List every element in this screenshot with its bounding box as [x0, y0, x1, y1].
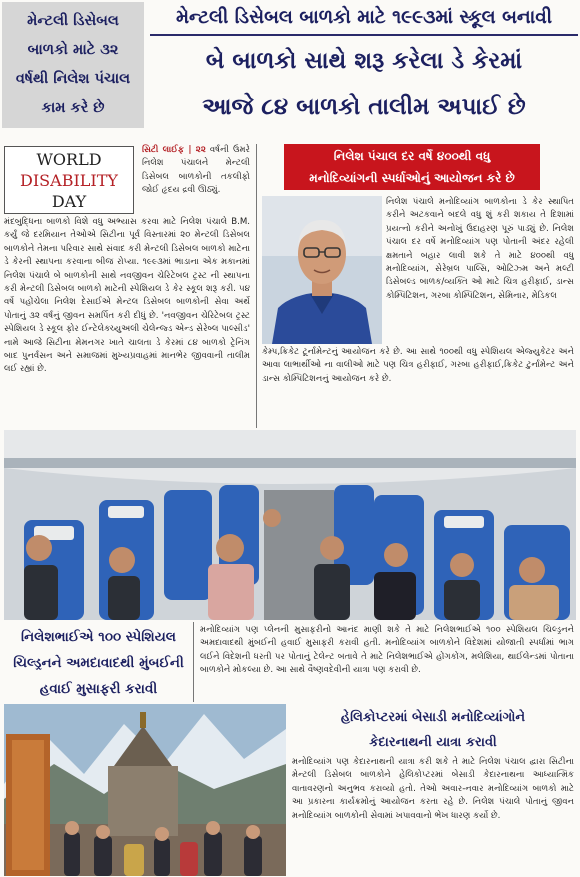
trip-subhead-line: નિલેશભાઈએ ૧૦૦ સ્પેશિયલ: [21, 629, 176, 645]
trip-subhead-line: હવાઈ મુસાફરી કરાવી: [39, 681, 158, 697]
story-left-column: મંદબુદ્ધિના બાળકો વિશે વધુ અભ્યાસ કરવા માટે નિલેશ પંચાલે B.M. કર્યું જે દરમિયાન તેઓએ સિટીના પૂર્વ વિસ્તારમાં ૨૦ મેન્ટલી ડિસેબલ બાળકોને તેમના પરિવાર સાથે સંવાદ કરી મેન્ટલી ડિસેબલ બાળકો માટેના ડે કેરની સ્થાપના કરવાના બીજ રોપ્યા. ૧૯૯૩માં ભાડાના એક મકાનમાં નિલેશ પંચાલે બે બાળકોની સાથે નવજીવન ચેરિટેબલ ટ્રસ્ટ ની સ્થાપના કરી મેન્ટલી ડિસેબલ બાળકો માટેની સ્પેશિયલ ડે કેર સ્કૂલ શરૂ કરી. ૫૪ વર્ષે પહોંચેલા નિલેશ દેસાઈએ મેન્ટલ ડિસેબલ બાળકોની સેવા અર્થે પોતાનું ૩૨ વર્ષનું જીવન સમર્પિત કરી દીધું છે. 'નવજીવન ચેરિટેબલ ટ્રસ્ટ સ્પેશિયલ ડે સ્કૂલ ફોર ઈન્ટેલેક્ચ્યુઅલી ચેલેન્જ્ડ એન્ડ સેરેબ્લ પાલ્સીડ' નામે આજે સિટીના મેમનગર ખાતે ચાલતા ડે કેરમાં ૮૪ બાળકો ટ્રેનિંગ બાદ પુનર્વસન અને સમાજમાં મુખ્યપ્રવાહમાં માનભેર જીવવાની તાલીમ લઈ રહ્યાં છે.: [4, 217, 250, 375]
wdd-line: WORLD: [36, 150, 102, 169]
kicker-line: કામ કરે છે: [41, 100, 105, 116]
red-subhead-banner: [284, 144, 540, 190]
headline-main-1: બે બાળકો સાથે શરૂ કરેલા ડે કેરમાં: [205, 48, 523, 74]
helicopter-subhead: [290, 704, 576, 756]
intro-text: વર્ષની ઉંમરે નિલેશ પંચાલને મેન્ટલી ડિસેબલ બાળકોની તકલીફો જોઈ હૃદય દ્રવી ઊઠ્યું.: [142, 145, 250, 196]
wdd-line: DAY: [51, 192, 87, 211]
column-divider: [256, 144, 257, 428]
wdd-line: DISABILITY: [20, 171, 118, 190]
airplane-cabin-photo: [4, 430, 576, 620]
banner-line: મનોદિવ્યાંગની સ્પર્ધાઓનું આયોજન કરે છે: [309, 171, 515, 185]
story-right-column-bottom: કેમ્પ,ક્રિકેટ ટૂર્નામેન્ટનું આયોજન કરે છે. આ સાથે ૧૦૦થી વધુ સ્પેશિયલ એજ્યુકેટર અને આવા લાભાર્થીઓ ના વાલીઓ માટે પણ ચિત્ર હરીફાઈ, ગરબા હરીફાઈ,ક્રિકેટ ટુર્નામેન્ટ અને ડાન્સ કોમ્પિટિશનનું આયોજન કરે છે.: [262, 347, 574, 384]
heli-subhead-line: કેદારનાથની યાત્રા કરાવી: [369, 735, 497, 750]
headline-main-2: આજે ૮૪ બાળકો તાલીમ અપાઈ છે: [202, 94, 526, 120]
headline-top: મેન્ટલી ડિસેબલ બાળકો માટે ૧૯૯૩માં સ્કૂલ બનાવી: [150, 0, 578, 36]
world-disability-day-logo: [4, 146, 134, 214]
kicker-box: [2, 2, 144, 128]
kicker-line: વર્ષથી નિલેશ પંચાલ: [15, 71, 131, 87]
kedarnath-temple-photo: [4, 704, 286, 876]
dateline: સિટી લાઈફ | ૨૨: [142, 145, 206, 155]
story-right-column-top: નિલેશ પંચાલે મનોદિવ્યાંગ બાળકોના ડે કેર સ્થાપિત કરીને અટકવાને બદલે વધુ શું કરી શકાય તે દિશામાં પ્રયત્નો કરીને અનોખું ઉદાહરણ પૂરું પાડ્યું છે. નિલેશ પંચાલ દર વર્ષે મનોદિવ્યાંગ પણ પોતાની અંદર રહેલી ક્ષમતાને બહાર લાવી શકે તે માટે ૪૦૦થી વધુ મનોદિવ્યાંગ, સેરેબ્રલ પાલ્સિ, ઓટિઝ્મ અને મલ્ટી ડિસેબલ્ડ બાળક/વ્યક્તિ ઓ માટે ચિત્ર હરીફાઈ, ડાન્સ કોમ્પિટિશન, ગરબા કોમ્પિટિશન, સેમિનાર, મેડિકલ: [386, 197, 574, 301]
heli-subhead-line: હેલિકોપ્ટરમાં બેસાડી મનોદિવ્યાંગોને: [340, 710, 526, 725]
trip-subhead-line: ચિલ્ડ્રનને અમદાવાદથી મુંબઈની: [13, 655, 184, 671]
helicopter-paragraph: મનોદિવ્યાંગ પણ કેદારનાથની યાત્રા કરી શકે તે માટે નિલેશ પંચાલ દ્વારા સિટીના મેન્ટલી ડિસેબલ બાળકોને હેલિકોપ્ટરમાં બેસાડી કેદારનાથના આધ્યાત્મિક વાતાવરણનો અનુભવ કરાવ્યો હતો. તેઓ અવાર-નવાર મનોદિવ્યાંગ બાળકો માટે આ પ્રકારના કાર્યક્રમોનું આયોજન કરતા રહે છે. નિલેશ પંચાલે પોતાનું જીવન મનોદિવ્યાંગ બાળકોની સેવામાં ખપાવવાનો ભેખ ધારણ કર્યો છે.: [292, 757, 574, 821]
kicker-line: મેન્ટલી ડિસેબલ: [27, 13, 119, 29]
kicker-line: બાળકો માટે ૩૨: [27, 42, 119, 58]
intro-paragraph: [142, 144, 250, 220]
portrait-photo: [262, 196, 382, 344]
banner-line: નિલેશ પંચાલ દર વર્ષે ૪૦૦થી વધુ: [333, 149, 491, 163]
trip-paragraph: મનોદિવ્યાંગ પણ પ્લેનની મુસાફરીનો આનંદ માણી શકે તે માટે નિલેશભાઈએ ૧૦૦ સ્પેશિયલ ચિલ્ડ્રનને અમદાવાદથી મુંબઈની હવાઈ મુસાફરી કરાવી હતી. મનોદિવ્યાંગ બાળકોને વિદેશમાં યોજાતી સ્પર્ધામાં ભાગ લઈને વિદેશની ધરતી પર પોતાનું ટેલેન્ટ બતાવે તે માટે નિલેશભાઈએ હોંગકોંગ, મલેશિયા, થાઈલેન્ડમાં પોતાના બાળકોને મોકલ્યા છે. આ સાથે વૈષ્ણવદેવીની યાત્રા પણ કરાવી છે.: [200, 625, 574, 676]
trip-subhead: [4, 622, 194, 702]
